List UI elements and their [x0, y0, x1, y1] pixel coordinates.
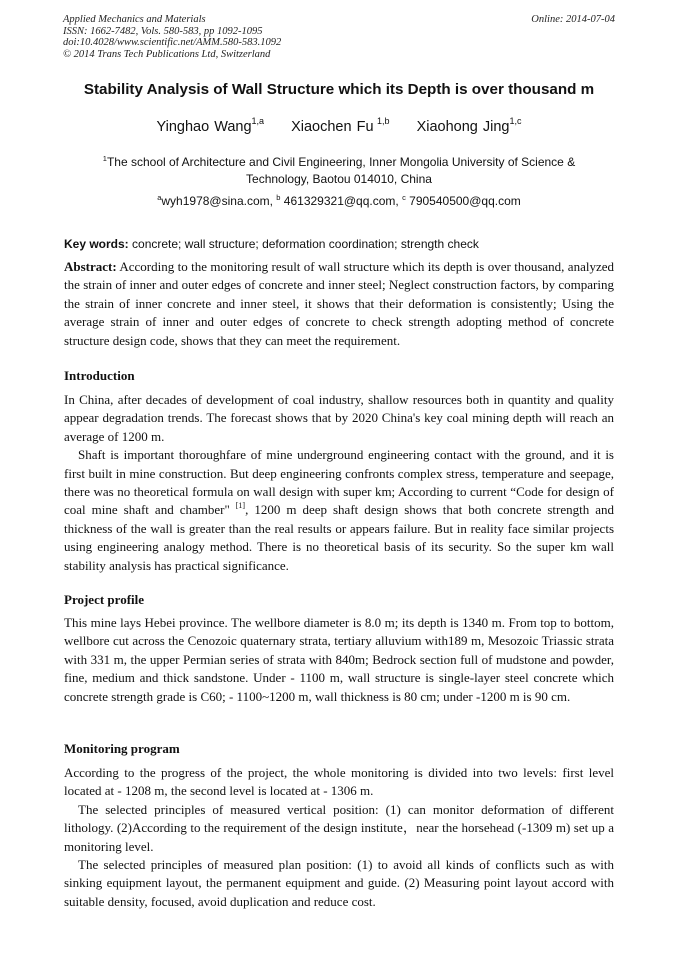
copyright-line: © 2014 Trans Tech Publications Ltd, Switzerland	[63, 48, 271, 60]
author-sup: 1,b	[373, 116, 390, 126]
affiliation-sup: 1	[102, 154, 107, 163]
email-sup: b	[276, 193, 281, 202]
affiliation	[70, 150, 608, 188]
email-sup: c	[402, 193, 406, 202]
author-name: Xiaochen Fu	[291, 119, 374, 135]
abstract-text: According to the monitoring result of wall structure which its depth is over thousand, analyzed the strain of inner and outer edges of concrete and inner steel; Neglect construction factors, by comparing the strain of inner concrete and inner steel, it shows that their deformation is consistently; Using the average strain of inner and outer edges of concrete to check strength adopting method of concrete structure design code, shows that they can meet the requirement.	[64, 259, 614, 348]
paragraph: Shaft is important thoroughfare of mine underground engineering contact with the ground, and it is first built in mine construction. But deep engineering confronts complex stress, temperature and seepage, there was no theoretical formula on wall design with super km; According to current “Code for design of coal mine shaft and chamber" [1], 1200 m deep shaft design shows that both concrete strength and thickness of the wall is greater than the real results or appears failure. But in reality face similar projects using engineering analogy method. There is no theoretical basis of its security. So the super km wall stability analysis has practical significance.	[64, 447, 614, 573]
email-b: 461329321@qq.com,	[280, 194, 403, 208]
heading-project-profile: Project profile	[64, 592, 145, 607]
author-sup: 1,a	[251, 116, 265, 126]
monitoring-program-body	[64, 764, 614, 911]
paper-title: Stability Analysis of Wall Structure which its Depth is over thousand m	[83, 81, 595, 98]
doi-line: doi:10.4028/www.scientific.net/AMM.580-583.1092	[63, 37, 282, 49]
email-sup: a	[157, 193, 162, 202]
journal-header	[63, 14, 615, 60]
author-list	[0, 116, 678, 135]
abstract-label: Abstract:	[64, 259, 117, 274]
paragraph: According to the progress of the project, the whole monitoring is divided into two levels: first level located at - 1208 m, the second level is located at - 1306 m.	[64, 765, 614, 799]
paragraph: The selected principles of measured plan position: (1) to avoid all kinds of conflicts such as with sinking equipment layout, the permanent equipment and guide. (2) Measuring point layout accord with suitable density, focused, avoid duplication and reduce cost.	[64, 857, 614, 909]
author	[291, 116, 390, 135]
email-list	[0, 193, 678, 208]
heading-monitoring-program: Monitoring program	[64, 741, 180, 756]
author	[156, 116, 265, 135]
citation-ref: [1]	[235, 501, 246, 511]
heading-introduction: Introduction	[64, 368, 135, 383]
keywords-label: Key words:	[64, 237, 129, 251]
author-name: Yinghao Wang	[156, 119, 252, 135]
journal-name: Applied Mechanics and Materials	[63, 14, 206, 25]
paragraph: The selected principles of measured vertical position: (1) can monitor deformation of different lithology. (2)According to the requirement of the design institute，near the horsehead (-1309 m) set up a monitoring level.	[64, 801, 614, 854]
introduction-body	[64, 391, 614, 575]
affiliation-line-2: Technology, Baotou 014010, China	[246, 172, 432, 186]
email-a: wyh1978@sina.com,	[161, 194, 277, 208]
author-sup: 1,c	[509, 116, 522, 126]
online-date: Online: 2014-07-04	[531, 14, 615, 25]
email-c: 790540500@qq.com	[405, 194, 521, 208]
paragraph: In China, after decades of development of coal industry, shallow resources both in quantity and quality appear degradation trends. The forecast shows that by 2020 China's key coal mining depth will reach an average of 1200 m.	[64, 392, 614, 444]
paragraph: This mine lays Hebei province. The wellbore diameter is 8.0 m; its depth is 1340 m. From top to bottom, wellbore cut across the Cenozoic quaternary strata, tertiary alluvium with189 m, Mesozoic Triassic strata with 331 m, the upper Permian series of strata with 840m; Bedrock section full of mudstone and powder, fine, medium and thick sandstone. Under - 1100 m, wall structure is single-layer steel concrete which concrete strength grade is C60; - 1100~1200 m, wall thickness is 80 cm; under -1200 m is 90 cm.	[64, 615, 614, 704]
affiliation-line-1: $^1$The school of Architecture and Civil Engineering, Inner Mongolia University of Science &	[102, 154, 576, 169]
keywords-text: concrete; wall structure; deformation coordination; strength check	[128, 237, 479, 251]
issn-line: ISSN: 1662-7482, Vols. 580-583, pp 1092-1095	[63, 25, 263, 37]
project-profile-body	[64, 614, 614, 706]
keywords	[64, 237, 616, 251]
author-name: Xiaohong Jing	[416, 119, 510, 135]
author	[416, 116, 522, 135]
abstract	[64, 258, 614, 350]
